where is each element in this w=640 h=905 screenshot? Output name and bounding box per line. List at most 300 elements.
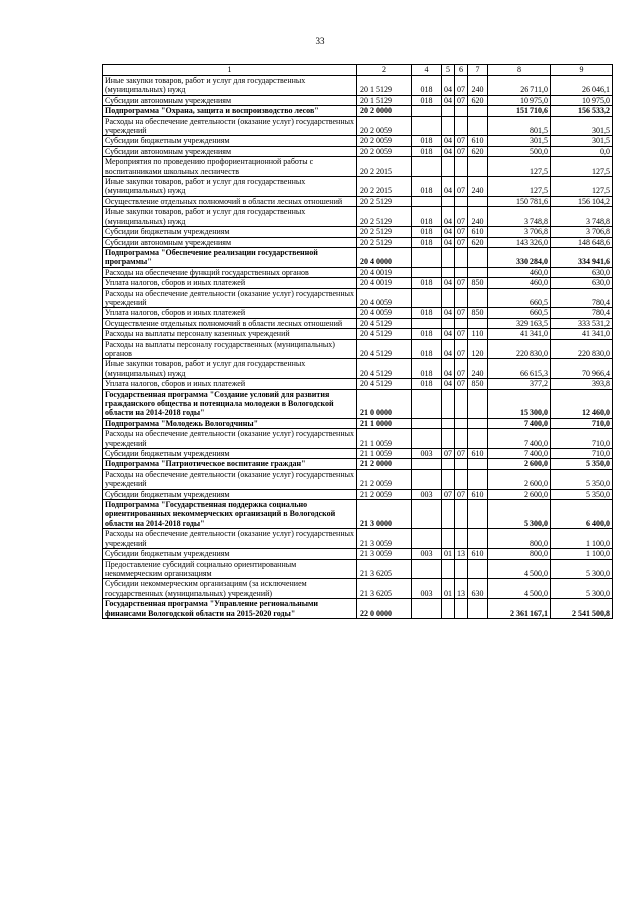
amount-col-8: 10 975,0 xyxy=(488,95,551,105)
ministry-code: 003 xyxy=(412,449,442,459)
ministry-code xyxy=(412,157,442,177)
ministry-code xyxy=(412,418,442,428)
table-row xyxy=(103,76,613,96)
amount-col-9: 3 706,8 xyxy=(551,227,613,237)
ministry-code xyxy=(412,469,442,489)
subsection-code: 07 xyxy=(455,207,468,227)
table-row xyxy=(103,237,613,247)
subsection-code: 07 xyxy=(455,136,468,146)
expense-name: Подпрограмма "Молодежь Вологодчины" xyxy=(103,418,357,428)
amount-col-8: 143 326,0 xyxy=(488,237,551,247)
subsection-code: 07 xyxy=(455,237,468,247)
expense-type-code: 630 xyxy=(468,579,488,599)
amount-col-9: 780,4 xyxy=(551,308,613,318)
table-row xyxy=(103,459,613,469)
ministry-code: 018 xyxy=(412,227,442,237)
expense-type-code xyxy=(468,288,488,308)
target-article-code: 21 2 0059 xyxy=(357,489,412,499)
expense-name: Уплата налогов, сборов и иных платежей xyxy=(103,278,357,288)
table-row xyxy=(103,146,613,156)
expense-name: Уплата налогов, сборов и иных платежей xyxy=(103,308,357,318)
table-row xyxy=(103,136,613,146)
section-code: 04 xyxy=(442,76,455,96)
table-row xyxy=(103,318,613,328)
ministry-code: 018 xyxy=(412,339,442,359)
amount-col-8: 377,2 xyxy=(488,379,551,389)
amount-col-8: 460,0 xyxy=(488,278,551,288)
section-code: 04 xyxy=(442,177,455,197)
target-article-code: 20 2 2015 xyxy=(357,177,412,197)
amount-col-8: 127,5 xyxy=(488,177,551,197)
expense-name: Расходы на выплаты персоналу казенных учреждений xyxy=(103,329,357,339)
expense-name: Расходы на выплаты персоналу государственных (муниципальных) органов xyxy=(103,339,357,359)
amount-col-8: 127,5 xyxy=(488,157,551,177)
section-code xyxy=(442,196,455,206)
expense-name: Государственная программа "Создание условий для развития гражданского общества и потенциала молодежи в Вологодской области на 2014-2018 годы" xyxy=(103,389,357,418)
amount-col-8: 2 600,0 xyxy=(488,469,551,489)
table-row xyxy=(103,429,613,449)
table-row xyxy=(103,278,613,288)
amount-col-9: 630,0 xyxy=(551,267,613,277)
subsection-code: 07 xyxy=(455,379,468,389)
expense-type-code xyxy=(468,106,488,116)
expense-type-code: 850 xyxy=(468,278,488,288)
amount-col-9: 127,5 xyxy=(551,157,613,177)
subsection-code xyxy=(455,116,468,136)
subsection-code xyxy=(455,318,468,328)
table-row xyxy=(103,469,613,489)
section-code: 04 xyxy=(442,329,455,339)
expense-name: Расходы на обеспечение функций государственных органов xyxy=(103,267,357,277)
section-code xyxy=(442,599,455,619)
expense-type-code: 240 xyxy=(468,177,488,197)
amount-col-9: 70 966,4 xyxy=(551,359,613,379)
table-row xyxy=(103,489,613,499)
expense-name: Расходы на обеспечение деятельности (оказание услуг) государственных учреждений xyxy=(103,429,357,449)
target-article-code: 20 2 0000 xyxy=(357,106,412,116)
target-article-code: 20 2 5129 xyxy=(357,237,412,247)
expense-type-code xyxy=(468,599,488,619)
table-row xyxy=(103,418,613,428)
amount-col-8: 4 500,0 xyxy=(488,579,551,599)
table-row xyxy=(103,599,613,619)
amount-col-9: 5 350,0 xyxy=(551,469,613,489)
target-article-code: 20 4 5129 xyxy=(357,379,412,389)
amount-col-8: 330 284,0 xyxy=(488,247,551,267)
subsection-code: 07 xyxy=(455,278,468,288)
section-code xyxy=(442,318,455,328)
subsection-code xyxy=(455,429,468,449)
subsection-code xyxy=(455,469,468,489)
table-body xyxy=(103,76,613,619)
expense-name: Уплата налогов, сборов и иных платежей xyxy=(103,379,357,389)
amount-col-9: 26 046,1 xyxy=(551,76,613,96)
amount-col-8: 500,0 xyxy=(488,146,551,156)
subsection-code: 07 xyxy=(455,308,468,318)
section-code: 04 xyxy=(442,146,455,156)
amount-col-9: 41 341,0 xyxy=(551,329,613,339)
table-row xyxy=(103,379,613,389)
ministry-code: 003 xyxy=(412,489,442,499)
table-row xyxy=(103,207,613,227)
section-code xyxy=(442,559,455,579)
col-header: 6 xyxy=(455,65,468,76)
amount-col-9: 5 350,0 xyxy=(551,459,613,469)
ministry-code: 003 xyxy=(412,579,442,599)
expense-name: Субсидии автономным учреждениям xyxy=(103,146,357,156)
header-row xyxy=(103,65,613,76)
target-article-code: 21 2 0000 xyxy=(357,459,412,469)
ministry-code xyxy=(412,318,442,328)
expense-type-code xyxy=(468,459,488,469)
expense-type-code: 120 xyxy=(468,339,488,359)
table-row xyxy=(103,329,613,339)
expense-name: Субсидии автономным учреждениям xyxy=(103,95,357,105)
col-header: 2 xyxy=(357,65,412,76)
target-article-code: 21 3 0059 xyxy=(357,529,412,549)
table-row xyxy=(103,106,613,116)
ministry-code: 018 xyxy=(412,136,442,146)
amount-col-9: 12 460,0 xyxy=(551,389,613,418)
subsection-code: 13 xyxy=(455,549,468,559)
expense-name: Расходы на обеспечение деятельности (оказание услуг) государственных учреждений xyxy=(103,116,357,136)
target-article-code: 20 4 0019 xyxy=(357,278,412,288)
target-article-code: 20 4 5129 xyxy=(357,318,412,328)
section-code: 04 xyxy=(442,237,455,247)
target-article-code: 20 2 5129 xyxy=(357,196,412,206)
subsection-code xyxy=(455,418,468,428)
section-code: 07 xyxy=(442,489,455,499)
section-code xyxy=(442,469,455,489)
amount-col-9: 630,0 xyxy=(551,278,613,288)
expense-type-code: 620 xyxy=(468,237,488,247)
expense-name: Субсидии бюджетным учреждениям xyxy=(103,227,357,237)
expense-name: Предоставление субсидий социально ориентированным некоммерческим организациям xyxy=(103,559,357,579)
ministry-code xyxy=(412,267,442,277)
target-article-code: 20 4 5129 xyxy=(357,329,412,339)
ministry-code xyxy=(412,389,442,418)
amount-col-8: 7 400,0 xyxy=(488,449,551,459)
target-article-code: 20 4 5129 xyxy=(357,359,412,379)
amount-col-8: 329 163,5 xyxy=(488,318,551,328)
amount-col-9: 127,5 xyxy=(551,177,613,197)
target-article-code: 21 3 0059 xyxy=(357,549,412,559)
amount-col-8: 660,5 xyxy=(488,288,551,308)
target-article-code: 21 0 0000 xyxy=(357,389,412,418)
expense-type-code: 610 xyxy=(468,136,488,146)
budget-table xyxy=(102,64,613,619)
section-code: 04 xyxy=(442,339,455,359)
table-row xyxy=(103,389,613,418)
table-row xyxy=(103,116,613,136)
ministry-code xyxy=(412,106,442,116)
expense-type-code xyxy=(468,559,488,579)
amount-col-9: 1 100,0 xyxy=(551,529,613,549)
subsection-code: 07 xyxy=(455,359,468,379)
expense-type-code xyxy=(468,116,488,136)
table-row xyxy=(103,267,613,277)
table-row xyxy=(103,157,613,177)
section-code xyxy=(442,418,455,428)
ministry-code xyxy=(412,196,442,206)
table-row xyxy=(103,339,613,359)
amount-col-9: 780,4 xyxy=(551,288,613,308)
amount-col-8: 2 600,0 xyxy=(488,459,551,469)
section-code: 04 xyxy=(442,308,455,318)
target-article-code: 20 4 5129 xyxy=(357,339,412,359)
expense-type-code xyxy=(468,500,488,529)
expense-type-code xyxy=(468,196,488,206)
ministry-code: 018 xyxy=(412,379,442,389)
expense-name: Иные закупки товаров, работ и услуг для государственных (муниципальных) нужд xyxy=(103,359,357,379)
col-header: 7 xyxy=(468,65,488,76)
table-row xyxy=(103,359,613,379)
ministry-code xyxy=(412,429,442,449)
amount-col-8: 5 300,0 xyxy=(488,500,551,529)
amount-col-8: 2 600,0 xyxy=(488,489,551,499)
amount-col-9: 0,0 xyxy=(551,146,613,156)
ministry-code xyxy=(412,559,442,579)
target-article-code: 20 2 2015 xyxy=(357,157,412,177)
section-code: 04 xyxy=(442,136,455,146)
section-code: 04 xyxy=(442,95,455,105)
col-header: 5 xyxy=(442,65,455,76)
amount-col-8: 3 706,8 xyxy=(488,227,551,237)
expense-name: Субсидии бюджетным учреждениям xyxy=(103,449,357,459)
table-row xyxy=(103,449,613,459)
amount-col-9: 10 975,0 xyxy=(551,95,613,105)
expense-type-code xyxy=(468,247,488,267)
subsection-code xyxy=(455,500,468,529)
amount-col-9: 5 350,0 xyxy=(551,489,613,499)
target-article-code: 20 2 0059 xyxy=(357,116,412,136)
expense-type-code: 610 xyxy=(468,489,488,499)
section-code xyxy=(442,288,455,308)
expense-name: Государственная программа "Управление региональными финансами Вологодской области на 2015-2020 годы" xyxy=(103,599,357,619)
amount-col-9: 148 648,6 xyxy=(551,237,613,247)
section-code: 04 xyxy=(442,379,455,389)
col-header: 9 xyxy=(551,65,613,76)
target-article-code: 21 1 0059 xyxy=(357,429,412,449)
expense-name: Иные закупки товаров, работ и услуг для государственных (муниципальных) нужд xyxy=(103,207,357,227)
amount-col-8: 301,5 xyxy=(488,136,551,146)
expense-type-code xyxy=(468,318,488,328)
expense-name: Мероприятия по проведению профориентационной работы с воспитанниками школьных лесничеств xyxy=(103,157,357,177)
amount-col-8: 4 500,0 xyxy=(488,559,551,579)
ministry-code xyxy=(412,529,442,549)
amount-col-8: 2 361 167,1 xyxy=(488,599,551,619)
ministry-code xyxy=(412,116,442,136)
subsection-code xyxy=(455,247,468,267)
amount-col-9: 301,5 xyxy=(551,136,613,146)
expense-type-code xyxy=(468,389,488,418)
expense-name: Осуществление отдельных полномочий в области лесных отношений xyxy=(103,318,357,328)
ministry-code: 018 xyxy=(412,237,442,247)
target-article-code: 20 4 0019 xyxy=(357,267,412,277)
section-code: 01 xyxy=(442,579,455,599)
expense-name: Подпрограмма "Обеспечение реализации государственной программы" xyxy=(103,247,357,267)
amount-col-8: 66 615,3 xyxy=(488,359,551,379)
table-row xyxy=(103,579,613,599)
subsection-code xyxy=(455,106,468,116)
ministry-code xyxy=(412,247,442,267)
amount-col-9: 334 941,6 xyxy=(551,247,613,267)
amount-col-8: 800,0 xyxy=(488,529,551,549)
amount-col-8: 26 711,0 xyxy=(488,76,551,96)
ministry-code: 018 xyxy=(412,177,442,197)
section-code xyxy=(442,106,455,116)
ministry-code xyxy=(412,288,442,308)
target-article-code: 20 4 0000 xyxy=(357,247,412,267)
subsection-code: 07 xyxy=(455,95,468,105)
expense-name: Иные закупки товаров, работ и услуг для государственных (муниципальных) нужд xyxy=(103,177,357,197)
section-code: 01 xyxy=(442,549,455,559)
target-article-code: 21 3 0000 xyxy=(357,500,412,529)
expense-type-code xyxy=(468,157,488,177)
expense-type-code xyxy=(468,469,488,489)
subsection-code: 07 xyxy=(455,227,468,237)
expense-type-code: 610 xyxy=(468,549,488,559)
subsection-code: 07 xyxy=(455,329,468,339)
section-code xyxy=(442,157,455,177)
amount-col-9: 710,0 xyxy=(551,449,613,459)
target-article-code: 21 1 0000 xyxy=(357,418,412,428)
amount-col-8: 801,5 xyxy=(488,116,551,136)
table-row xyxy=(103,559,613,579)
table-row xyxy=(103,196,613,206)
section-code xyxy=(442,429,455,449)
expense-type-code: 240 xyxy=(468,76,488,96)
amount-col-9: 1 100,0 xyxy=(551,549,613,559)
col-header: 4 xyxy=(412,65,442,76)
section-code xyxy=(442,500,455,529)
expense-name: Осуществление отдельных полномочий в области лесных отношений xyxy=(103,196,357,206)
target-article-code: 21 1 0059 xyxy=(357,449,412,459)
amount-col-8: 41 341,0 xyxy=(488,329,551,339)
amount-col-8: 150 781,6 xyxy=(488,196,551,206)
amount-col-8: 151 710,6 xyxy=(488,106,551,116)
amount-col-9: 333 531,2 xyxy=(551,318,613,328)
section-code: 04 xyxy=(442,227,455,237)
expense-name: Субсидии некоммерческим организациям (за исключением государственных (муниципальных) учреждений) xyxy=(103,579,357,599)
amount-col-9: 393,8 xyxy=(551,379,613,389)
ministry-code xyxy=(412,500,442,529)
subsection-code: 07 xyxy=(455,489,468,499)
expense-type-code: 620 xyxy=(468,95,488,105)
subsection-code xyxy=(455,459,468,469)
amount-col-8: 15 300,0 xyxy=(488,389,551,418)
expense-type-code: 620 xyxy=(468,146,488,156)
subsection-code: 07 xyxy=(455,339,468,359)
expense-name: Подпрограмма "Патриотическое воспитание граждан" xyxy=(103,459,357,469)
section-code: 07 xyxy=(442,449,455,459)
ministry-code: 018 xyxy=(412,278,442,288)
amount-col-9: 220 830,0 xyxy=(551,339,613,359)
amount-col-9: 301,5 xyxy=(551,116,613,136)
table-row xyxy=(103,529,613,549)
section-code xyxy=(442,459,455,469)
subsection-code: 07 xyxy=(455,177,468,197)
ministry-code: 018 xyxy=(412,146,442,156)
target-article-code: 21 3 6205 xyxy=(357,579,412,599)
expense-type-code: 610 xyxy=(468,449,488,459)
ministry-code: 018 xyxy=(412,95,442,105)
target-article-code: 20 4 0059 xyxy=(357,308,412,318)
amount-col-8: 3 748,8 xyxy=(488,207,551,227)
section-code: 04 xyxy=(442,207,455,227)
ministry-code: 003 xyxy=(412,549,442,559)
expense-type-code: 110 xyxy=(468,329,488,339)
table-row xyxy=(103,549,613,559)
expense-type-code xyxy=(468,429,488,449)
section-code xyxy=(442,247,455,267)
expense-type-code xyxy=(468,529,488,549)
table-row xyxy=(103,247,613,267)
expense-name: Субсидии бюджетным учреждениям xyxy=(103,489,357,499)
section-code xyxy=(442,116,455,136)
amount-col-9: 710,0 xyxy=(551,418,613,428)
amount-col-9: 156 104,2 xyxy=(551,196,613,206)
amount-col-9: 5 300,0 xyxy=(551,579,613,599)
amount-col-9: 6 400,0 xyxy=(551,500,613,529)
expense-name: Расходы на обеспечение деятельности (оказание услуг) государственных учреждений xyxy=(103,288,357,308)
subsection-code xyxy=(455,267,468,277)
target-article-code: 20 2 0059 xyxy=(357,136,412,146)
ministry-code: 018 xyxy=(412,359,442,379)
amount-col-9: 5 300,0 xyxy=(551,559,613,579)
expense-name: Подпрограмма "Государственная поддержка социально ориентированных некоммерческих организаций в Вологодской области на 2014-2018 годы" xyxy=(103,500,357,529)
ministry-code xyxy=(412,599,442,619)
expense-type-code: 240 xyxy=(468,359,488,379)
subsection-code xyxy=(455,157,468,177)
table-row xyxy=(103,500,613,529)
target-article-code: 20 2 5129 xyxy=(357,227,412,237)
amount-col-8: 800,0 xyxy=(488,549,551,559)
target-article-code: 20 2 5129 xyxy=(357,207,412,227)
expense-name: Подпрограмма "Охрана, защита и воспроизводство лесов" xyxy=(103,106,357,116)
expense-name: Субсидии бюджетным учреждениям xyxy=(103,549,357,559)
expense-name: Субсидии бюджетным учреждениям xyxy=(103,136,357,146)
subsection-code xyxy=(455,559,468,579)
ministry-code: 018 xyxy=(412,207,442,227)
target-article-code: 20 1 5129 xyxy=(357,76,412,96)
amount-col-8: 660,5 xyxy=(488,308,551,318)
subsection-code: 07 xyxy=(455,449,468,459)
section-code xyxy=(442,529,455,549)
amount-col-8: 7 400,0 xyxy=(488,418,551,428)
ministry-code: 018 xyxy=(412,308,442,318)
section-code: 04 xyxy=(442,359,455,379)
section-code: 04 xyxy=(442,278,455,288)
amount-col-9: 156 533,2 xyxy=(551,106,613,116)
subsection-code xyxy=(455,288,468,308)
table-row xyxy=(103,227,613,237)
amount-col-9: 710,0 xyxy=(551,429,613,449)
ministry-code: 018 xyxy=(412,329,442,339)
expense-type-code xyxy=(468,418,488,428)
target-article-code: 22 0 0000 xyxy=(357,599,412,619)
subsection-code: 07 xyxy=(455,76,468,96)
expense-type-code xyxy=(468,267,488,277)
subsection-code xyxy=(455,196,468,206)
col-header: 1 xyxy=(103,65,357,76)
expense-type-code: 850 xyxy=(468,379,488,389)
target-article-code: 21 2 0059 xyxy=(357,469,412,489)
expense-type-code: 610 xyxy=(468,227,488,237)
section-code xyxy=(442,267,455,277)
amount-col-8: 460,0 xyxy=(488,267,551,277)
table-row xyxy=(103,177,613,197)
